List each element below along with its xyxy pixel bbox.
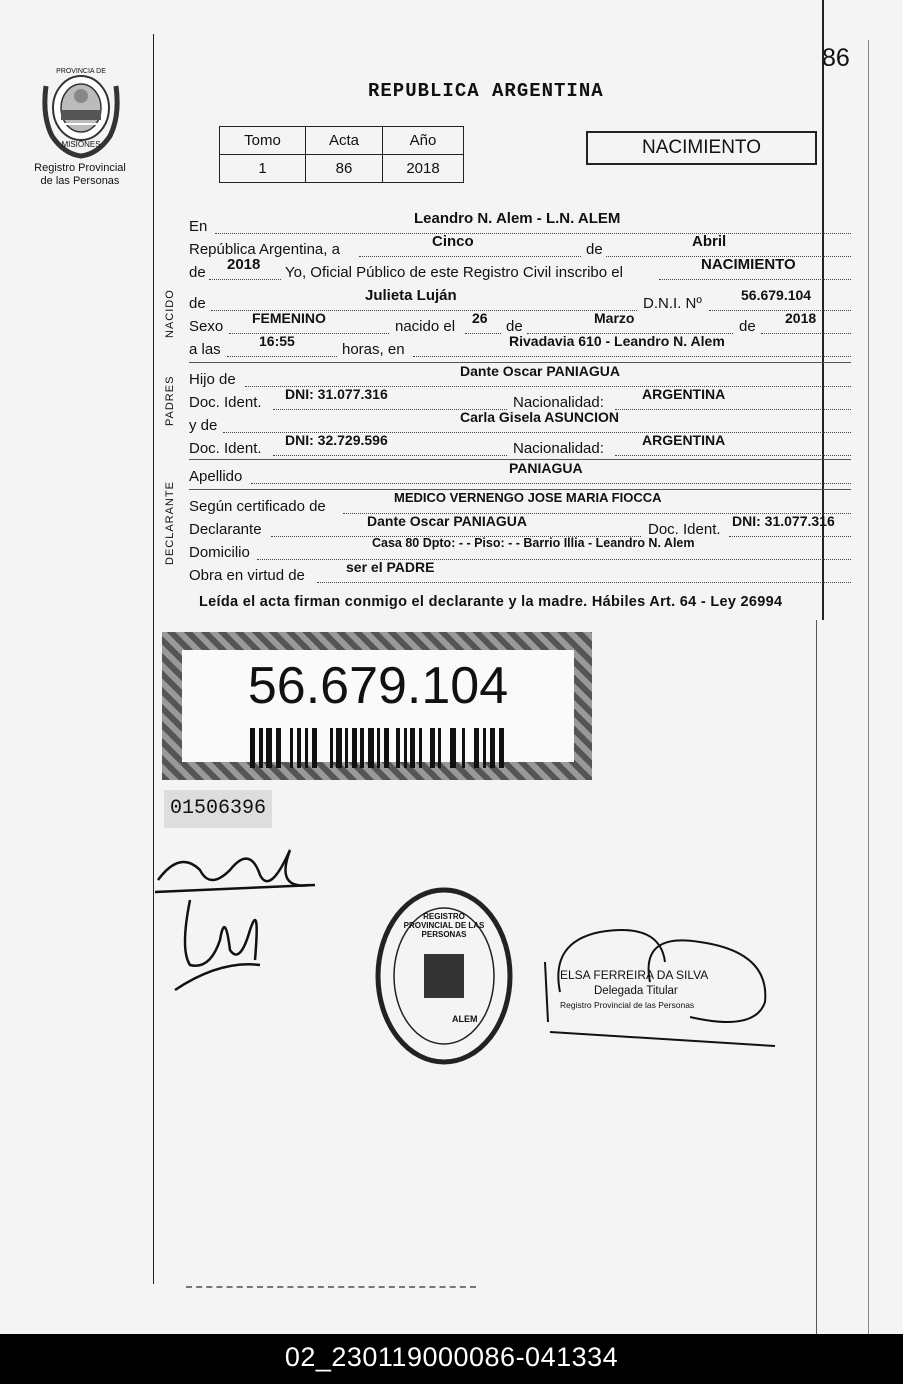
registry-label bbox=[20, 162, 140, 188]
label-sex: Sexo bbox=[189, 318, 224, 335]
serial-number: 01506396 bbox=[164, 790, 272, 828]
value-father: Dante Oscar PANIAGUA bbox=[460, 363, 621, 379]
page-number: 86 bbox=[822, 44, 850, 72]
row-year bbox=[189, 256, 851, 282]
page-title: REPUBLICA ARGENTINA bbox=[368, 80, 604, 102]
label-republica: República Argentina, a bbox=[189, 241, 340, 258]
label-nationality1: Nacionalidad: bbox=[513, 394, 604, 411]
declarant-signature bbox=[150, 840, 320, 1000]
side-label-padres: PADRES bbox=[164, 375, 176, 426]
label-en: En bbox=[189, 218, 208, 235]
label-oficial: Yo, Oficial Público de este Registro Civil inscribo el bbox=[285, 264, 623, 281]
value-child-dni: 56.679.104 bbox=[741, 287, 812, 303]
label-name: de bbox=[189, 295, 206, 312]
label-declarant: Declarante bbox=[189, 521, 262, 538]
official-stamp bbox=[372, 884, 516, 1068]
value-year: 2018 bbox=[227, 256, 261, 273]
dni-sticker bbox=[162, 632, 592, 780]
value-time: 16:55 bbox=[259, 333, 295, 349]
value-place: Leandro N. Alem - L.N. ALEM bbox=[414, 210, 621, 227]
value-sex: FEMENINO bbox=[252, 310, 326, 326]
value-address: Casa 80 Dpto: - - Piso: - - Barrio Illia - Leandro N. Alem bbox=[372, 536, 695, 550]
label-doc2: Doc. Ident. bbox=[189, 440, 262, 457]
value-father-nationality: ARGENTINA bbox=[642, 386, 726, 402]
seal-text-bottom: MISIONES bbox=[61, 140, 101, 149]
label-nationality2: Nacionalidad: bbox=[513, 440, 604, 457]
side-label-nacido: NACIDO bbox=[164, 289, 176, 338]
faint-bottom-print bbox=[186, 1286, 476, 1292]
row-reason bbox=[189, 559, 851, 585]
left-margin-line bbox=[153, 34, 154, 1284]
record-type-box: NACIMIENTO bbox=[586, 131, 817, 165]
row-surname bbox=[189, 460, 851, 486]
value-mother-nationality: ARGENTINA bbox=[642, 432, 726, 448]
stamp-inner-text: ALEM bbox=[452, 1014, 478, 1024]
value-declarant-doc: DNI: 31.077.316 bbox=[732, 513, 835, 529]
reference-table bbox=[219, 126, 464, 183]
ref-value-tomo: 1 bbox=[220, 155, 306, 183]
side-label-declarante: DECLARANTE bbox=[164, 481, 176, 565]
label-birth-de2: de bbox=[739, 318, 756, 335]
ref-header-acta: Acta bbox=[306, 127, 383, 155]
value-declarant: Dante Oscar PANIAGUA bbox=[367, 513, 528, 529]
value-father-doc: DNI: 31.077.316 bbox=[285, 386, 388, 402]
value-birth-day: 26 bbox=[472, 310, 488, 326]
row-mother-doc bbox=[189, 432, 851, 458]
registrar-office: Registro Provincial de las Personas bbox=[560, 1000, 695, 1010]
label-de2: de bbox=[189, 264, 206, 281]
label-certificate: Según certificado de bbox=[189, 498, 326, 515]
value-birth-place: Rivadavia 610 - Leandro N. Alem bbox=[509, 333, 725, 349]
label-and-of: y de bbox=[189, 417, 218, 434]
label-dni: D.N.I. Nº bbox=[643, 295, 702, 312]
sticker-dni-number: 56.679.104 bbox=[247, 657, 509, 715]
row-place bbox=[189, 210, 851, 236]
value-month: Abril bbox=[692, 233, 727, 250]
ref-value-anio: 2018 bbox=[383, 155, 464, 183]
footer-code: 02_230119000086-041334 bbox=[0, 1334, 903, 1384]
row-address bbox=[189, 536, 851, 562]
label-address: Domicilio bbox=[189, 544, 250, 561]
value-mother-doc: DNI: 32.729.596 bbox=[285, 432, 388, 448]
ref-value-acta: 86 bbox=[306, 155, 383, 183]
right-edge-line bbox=[816, 620, 817, 1334]
label-doc1: Doc. Ident. bbox=[189, 394, 262, 411]
value-certificate: MEDICO VERNENGO JOSE MARIA FIOCCA bbox=[394, 490, 662, 505]
registrar-role: Delegada Titular bbox=[594, 985, 678, 997]
row-time bbox=[189, 333, 851, 359]
label-de: de bbox=[586, 241, 603, 258]
value-inscribo: NACIMIENTO bbox=[701, 256, 796, 273]
coat-of-arms-logo bbox=[38, 66, 124, 160]
value-day: Cinco bbox=[432, 233, 474, 250]
value-surname: PANIAGUA bbox=[509, 460, 583, 476]
label-time: a las bbox=[189, 341, 221, 358]
barcode bbox=[250, 728, 506, 768]
label-doc3: Doc. Ident. bbox=[648, 521, 721, 538]
label-hours: horas, en bbox=[342, 341, 405, 358]
registry-label-line1: Registro Provincial bbox=[34, 162, 126, 174]
ref-header-anio: Año bbox=[383, 127, 464, 155]
seal-text-top: PROVINCIA DE bbox=[56, 68, 106, 75]
value-birth-month: Marzo bbox=[594, 310, 635, 326]
value-reason: ser el PADRE bbox=[346, 559, 435, 575]
ref-header-tomo: Tomo bbox=[220, 127, 306, 155]
value-child-name: Julieta Luján bbox=[365, 287, 457, 304]
stamp-ring-text: REGISTRO PROVINCIAL DE LAS PERSONAS bbox=[403, 912, 485, 939]
value-birth-year: 2018 bbox=[785, 310, 817, 326]
label-reason: Obra en virtud de bbox=[189, 567, 305, 584]
registrar-name: ELSA FERREIRA DA SILVA bbox=[560, 968, 709, 982]
closing-note: Leída el acta firman conmigo el declarante y la madre. Hábiles Art. 64 - Ley 26994 bbox=[199, 594, 783, 610]
outer-edge-line bbox=[868, 40, 869, 1334]
label-birth-de: de bbox=[506, 318, 523, 335]
registry-label-line2: de las Personas bbox=[40, 175, 120, 187]
label-child-of: Hijo de bbox=[189, 371, 236, 388]
label-surname: Apellido bbox=[189, 468, 243, 485]
label-born: nacido el bbox=[395, 318, 456, 335]
value-mother: Carla Gisela ASUNCION bbox=[460, 409, 619, 425]
